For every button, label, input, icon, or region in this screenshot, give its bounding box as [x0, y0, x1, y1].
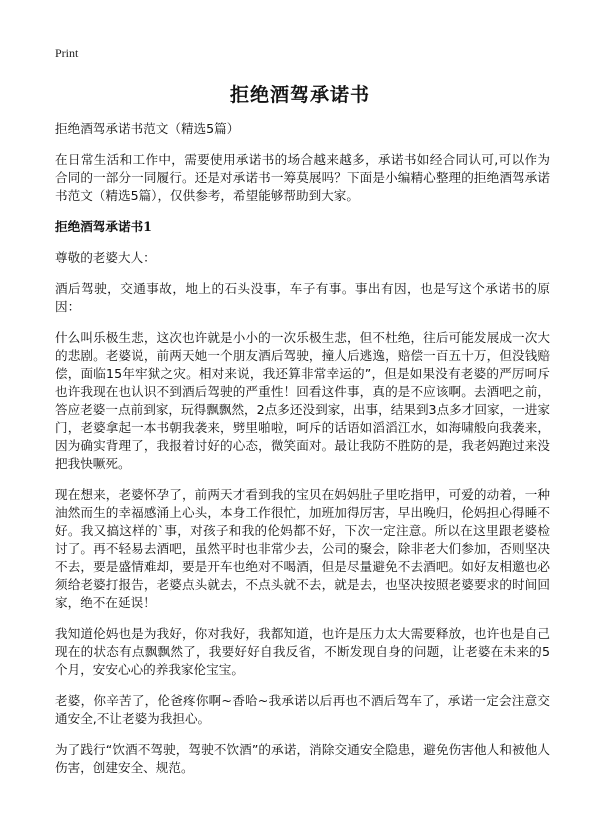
body-paragraph: 我知道伦妈也是为我好，你对我好，我都知道，也许是压力太大需要释放，也许也是自己现在的状态有点飘飘然了，我要好好自我反省，不断发现自身的问题，让老婆在未来的5个月，安安心心的养我家伦宝宝。 — [55, 626, 550, 677]
body-paragraph: 现在想来，老婆怀孕了，前两天才看到我的宝贝在妈妈肚子里吃指甲，可爱的动着，一种油然而生的幸福感涌上心头，本身工作很忙，加班加得厉害，早出晚归，伦妈担心得睡不好。我又搞这样的`事，对孩子和我的伦妈都不好，下次一定注意。所以在这里跟老婆检讨了。再不轻易去酒吧，虽然平时也非常少去，公司的聚会，除非老大们参加，否则坚决不去，要是盛情难却，要是开车也绝对不喝酒，但是尽量避免不去酒吧。如好友相邀也必须给老婆打报告，老婆点头就去，不点头就不去，就是去，也坚决按照老婆要求的时间回家，绝不在延误！ — [55, 487, 550, 610]
section-heading: 拒绝酒驾承诺书1 — [55, 219, 152, 234]
document-subtitle: 拒绝酒驾承诺书范文（精选5篇） — [55, 121, 240, 136]
document-body — [55, 120, 550, 790]
body-paragraph: 酒后驾驶，交通事故，地上的石头没事，车子有事。事出有因，也是写这个承诺书的原因： — [55, 281, 550, 314]
intro-paragraph: 在日常生活和工作中，需要使用承诺书的场合越来越多，承诺书如经合同认可,可以作为合同的一部分一同履行。还是对承诺书一筹莫展吗？下面是小编精心整理的拒绝酒驾承诺书范文（精选5篇），仅供参考，希望能够帮助到大家。 — [55, 152, 550, 203]
body-paragraph: 为了践行“饮酒不驾驶，驾驶不饮酒”的承诺，消除交通安全隐患，避免伤害他人和被他人伤害，创建安全、规范。 — [55, 742, 550, 775]
print-label: Print — [55, 46, 79, 60]
body-paragraph: 老婆，你辛苦了，伦爸疼你啊~香哈~我承诺以后再也不酒后驾车了，承诺一定会注意交通安全,不让老婆为我担心。 — [55, 693, 550, 726]
salutation: 尊敬的老婆大人： — [55, 250, 156, 265]
body-paragraph: 什么叫乐极生悲，这次也许就是小小的一次乐极生悲，但不杜绝，往后可能发展成一次大的悲剧。老婆说，前两天她一个朋友酒后驾驶，撞人后逃逸，赔偿一百五十万，但没钱赔偿，面临15年牢狱之灾。相对来说，我还算非常幸运的”，但是如果没有老婆的严厉呵斥也许我现在也认识不到酒后驾驶的严重性！回看这件事，真的是不应该啊。去酒吧之前，答应老婆一点前到家，玩得飘飘然，2点多还没到家，出事，结果到3点多才回家，一进家门，老婆拿起一本书朝我袭来，劈里啪啦，呵斥的话语如滔滔江水，如海啸般向我袭来，因为确实背理了，我报着讨好的心态，微笑面对。最让我防不胜防的是，我老妈跑过来没把我快噘死。 — [55, 330, 550, 471]
document-title: 拒绝酒驾承诺书 — [229, 84, 370, 106]
